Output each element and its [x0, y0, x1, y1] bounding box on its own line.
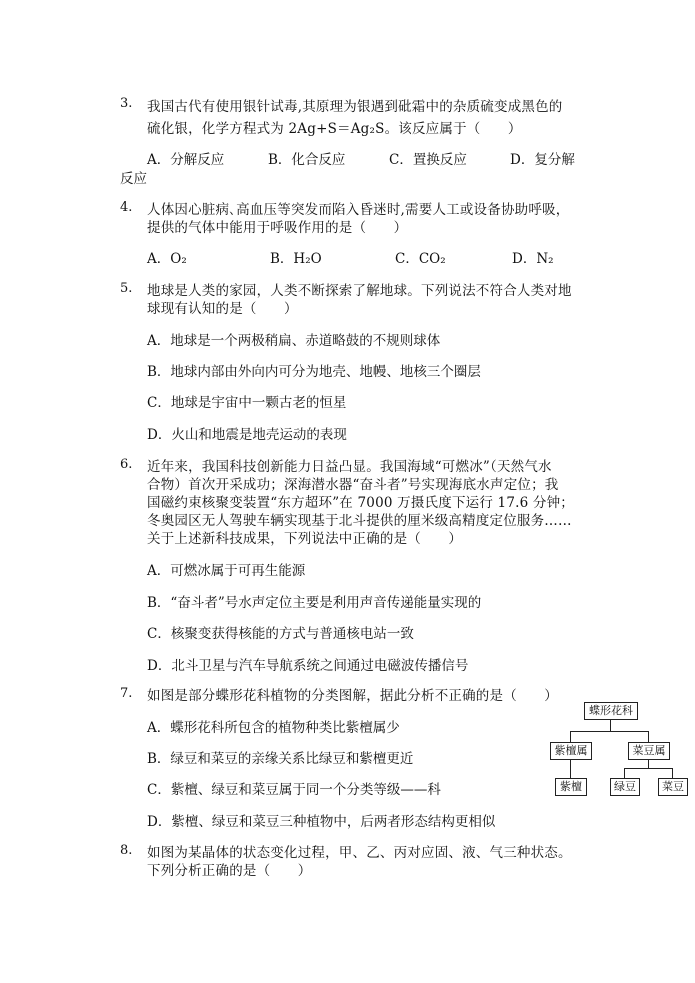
question-stem-line: 如图是部分蝶形花科植物的分类图解，据此分析不正确的是（ ） — [147, 688, 558, 704]
diagram-connector — [570, 759, 571, 778]
option-a: A．地球是一个两极稍扁、赤道略鼓的不规则球体 — [147, 333, 441, 349]
option-c: C．核聚变获得核能的方式与普通核电站一致 — [147, 626, 414, 642]
option-d: D．复分解 — [510, 152, 575, 168]
question-stem-line: 球现有认知的是（ ） — [147, 301, 298, 317]
question-stem-line: 提供的气体中能用于呼吸作用的是（ ） — [147, 220, 408, 236]
question-number: 8. — [120, 843, 133, 858]
option-b: B．H₂O — [270, 251, 322, 267]
option-d-wrap: 反应 — [120, 171, 147, 187]
diagram-connector — [570, 731, 648, 732]
option-d: D．N₂ — [512, 251, 554, 267]
question-stem-line: 下列分析正确的是（ ） — [147, 863, 312, 879]
question-number: 3. — [120, 96, 133, 111]
question-stem-line: 人体因心脏病､高血压等突发而陷入昏迷时,需要人工或设备协助呼吸， — [147, 202, 570, 218]
diagram-connector — [610, 719, 611, 731]
question-stem-line: 硫化银，化学方程式为 2Ag+S＝Ag₂S。该反应属于（ ） — [147, 121, 522, 137]
diagram-connector — [672, 768, 673, 778]
diagram-connector — [570, 731, 571, 742]
option-b: B．化合反应 — [268, 152, 346, 168]
option-a: A．可燃冰属于可再生能源 — [147, 563, 306, 579]
option-c: C．置换反应 — [389, 152, 467, 168]
option-c: C．紫檀、绿豆和菜豆属于同一个分类等级——科 — [147, 782, 441, 798]
diagram-connector — [648, 759, 649, 768]
option-d: D．北斗卫星与汽车导航系统之间通过电磁波传播信号 — [147, 658, 469, 674]
option-c: C．地球是宇宙中一颗古老的恒星 — [147, 395, 347, 411]
question-number: 7. — [120, 686, 133, 701]
question-stem-line: 冬奥园区无人驾驶车辆实现基于北斗提供的厘米级高精度定位服务…… — [147, 513, 572, 529]
question-number: 6. — [120, 457, 133, 472]
question-stem-line: 关于上述新科技成果，下列说法中正确的是（ ） — [147, 531, 463, 547]
option-d: D．火山和地震是地壳运动的表现 — [147, 427, 347, 443]
option-a: A．O₂ — [147, 251, 187, 267]
question-stem-line: 近年来，我国科技创新能力日益凸显。我国海域“可燃冰”（天然气水 — [147, 459, 552, 475]
option-d: D．紫檀、绿豆和菜豆三种植物中，后两者形态结构更相似 — [147, 814, 496, 830]
diagram-genus-caidou: 菜豆属 — [628, 742, 670, 760]
diagram-connector — [648, 731, 649, 742]
diagram-root-family: 蝶形花科 — [584, 702, 638, 720]
option-a: A．蝶形花科所包含的植物种类比紫檀属少 — [147, 720, 400, 736]
question-stem-line: 我国古代有使用银针试毒,其原理为银遇到砒霜中的杂质硫变成黑色的 — [147, 99, 563, 115]
diagram-species-zitan: 紫檀 — [555, 778, 587, 796]
diagram-connector — [624, 768, 672, 769]
diagram-genus-zitan: 紫檀属 — [550, 742, 592, 760]
question-stem-line: 地球是人类的家园，人类不断探索了解地球。下列说法不符合人类对地 — [147, 283, 572, 299]
question-number: 4. — [120, 200, 133, 215]
question-stem-line: 合物）首次开采成功；深海潜水器“奋斗者”号实现海底水声定位；我 — [147, 477, 559, 493]
option-b: B．“奋斗者”号水声定位主要是利用声音传递能量实现的 — [147, 595, 482, 611]
question-number: 5. — [120, 281, 133, 296]
question-stem-line: 国磁约束核聚变装置“东方超环”在 7000 万摄氏度下运行 17.6 分钟； — [147, 495, 574, 511]
diagram-species-lvdou: 绿豆 — [610, 778, 640, 796]
diagram-connector — [624, 768, 625, 778]
classification-diagram — [548, 702, 688, 802]
question-stem-line: 如图为某晶体的状态变化过程，甲、乙、丙对应固、液、气三种状态。 — [147, 845, 572, 861]
option-b: B．绿豆和菜豆的亲缘关系比绿豆和紫檀更近 — [147, 751, 414, 767]
option-a: A．分解反应 — [147, 152, 225, 168]
option-c: C．CO₂ — [395, 251, 446, 267]
diagram-species-caidou: 菜豆 — [658, 778, 688, 796]
option-b: B．地球内部由外向内可分为地壳、地幔、地核三个圈层 — [147, 364, 481, 380]
